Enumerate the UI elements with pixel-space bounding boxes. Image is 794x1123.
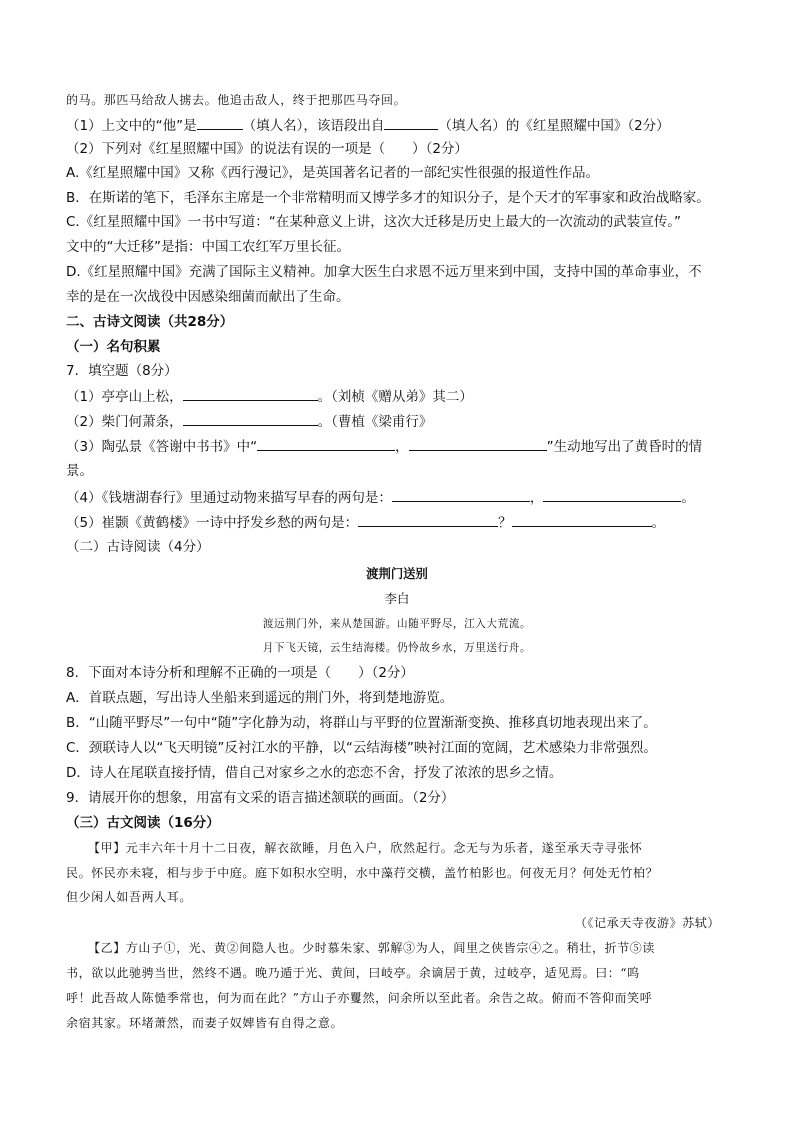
q7-item2-prompt: （2）柴门何萧条， — [66, 414, 183, 430]
q6-part1 — [66, 115, 670, 136]
subsection2-title: （二）古诗阅读（4分） — [66, 539, 210, 555]
q6-option-d-line1: D.《红星照耀中国》充满了国际主义精神。加拿大医生白求恩不远万里来到中国，支持中国的革命事业，不 — [66, 264, 702, 280]
q6-part1-c: （填人名）的《红星照耀中国》（2分） — [438, 118, 670, 134]
q7-item4-prompt: （4）《钱塘湖春行》里通过动物来描写早春的两句是： — [66, 490, 392, 506]
answer-blank[interactable] — [358, 512, 498, 527]
answer-blank[interactable] — [392, 487, 530, 502]
q7-item3-sep: ， — [395, 439, 409, 455]
poem-title: 渡荆门送别 — [366, 567, 428, 581]
q6-part1-b: （填人名），该语段出自 — [242, 118, 385, 134]
q7-item1-source: 。（刘桢《赠从弟》其二） — [317, 389, 473, 405]
q7-title: 7．填空题（8分） — [66, 363, 178, 379]
q6-option-b: B．在斯诺的笔下，毛泽东主席是一个非常精明而又博学多才的知识分子，是个天才的军事家和政治战略家。 — [66, 190, 710, 206]
q7-item3-cont: 景。 — [66, 463, 93, 479]
q7-item5-prompt: （5）崔颢《黄鹤楼》一诗中抒发乡愁的两句是： — [66, 515, 359, 531]
answer-blank[interactable] — [384, 115, 438, 130]
poem-line2: 月下飞天镜，云生结海楼。仍怜故乡水，万里送行舟。 — [262, 642, 532, 654]
answer-blank[interactable] — [409, 436, 547, 451]
q7-item3-prompt: （3）陶弘景《答谢中书书》中“ — [66, 439, 258, 455]
q6-option-c-line2: 文中的“大迁移”是指：中国工农红军万里长征。 — [66, 239, 350, 255]
q7-item1 — [66, 386, 473, 407]
q6-option-d-line2: 幸的是在一次战役中因感染细菌而献出了生命。 — [66, 289, 350, 305]
q7-item3 — [66, 436, 702, 457]
q7-item2-source: 。（曹植《梁甫行》 — [317, 414, 433, 430]
section2-title: 二、古诗文阅读（共28分） — [66, 314, 234, 330]
passage-yi-line4: 余宿其家。环堵萧然，而妻子奴婢皆有自得之意。 — [66, 1016, 344, 1030]
passage-yi-line2: 书，欲以此驰骋当世，然终不遇。晚乃遁于光、黄间，曰岐亭。余谪居于黄，过岐亭，适见焉。曰：“呜 — [66, 966, 640, 980]
subsection3-title: （三）古文阅读（16分） — [66, 815, 220, 831]
passage-jia-line2: 民。怀民亦未寝，相与步于中庭。庭下如积水空明，水中藻荇交横，盖竹柏影也。何夜无月？何处无竹柏？ — [66, 866, 659, 880]
q7-item5-sep: ？ — [498, 515, 512, 531]
poem-author: 李白 — [384, 592, 410, 606]
q7-item4 — [66, 487, 695, 508]
q8-option-a: A．首联点题，写出诗人坐船来到遥远的荆门外，将到楚地游览。 — [66, 690, 454, 706]
passage-jia-line1: 【甲】元丰六年十月十二日夜，解衣欲睡，月色入户，欣然起行。念无与为乐者，遂至承天寺寻张怀 — [88, 841, 643, 855]
q6-part2: （2）下列对《红星照耀中国》的说法有误的一项是（ ）（2分） — [66, 141, 468, 157]
passage-yi-line3: 呼！此吾故人陈慥季常也，何为而在此？”方山子亦矍然，问余所以至此者。余告之故。俯而不答仰而笑呼 — [66, 991, 653, 1005]
passage-yi-line1: 【乙】方山子①，光、黄②间隐人也。少时慕朱家、郭解③为人，闾里之侠皆宗④之。稍壮，折节⑤读 — [88, 941, 656, 955]
answer-blank[interactable] — [183, 411, 318, 426]
q9-stem: 9．请展开你的想象，用富有文采的语言描述颔联的画面。（2分） — [66, 790, 455, 806]
story-end-text: 的马。那匹马给敌人掳去。他追击敌人，终于把那匹马夺回。 — [66, 93, 407, 107]
q8-option-c: C．颈联诗人以“飞天明镜”反衬江水的平静，以“云结海楼”映衬江面的宽阔，艺术感染力非常强烈。 — [66, 740, 657, 756]
q6-option-c-line1: C.《红星照耀中国》一书中写道：“在某种意义上讲，这次大迁移是历史上最大的一次流动的武装宣传。” — [66, 214, 681, 230]
passage-jia-line3: 但少闲人如吾两人耳。 — [66, 890, 193, 904]
answer-blank[interactable] — [183, 386, 318, 401]
q7-item4-end: 。 — [681, 490, 695, 506]
q8-option-b: B．“山随平野尽”一句中“随”字化静为动，将群山与平野的位置渐渐变换、推移真切地表现出来了。 — [66, 715, 657, 731]
answer-blank[interactable] — [197, 115, 243, 130]
q7-item1-prompt: （1）亭亭山上松， — [66, 389, 183, 405]
poem-line1: 渡远荆门外，来从楚国游。山随平野尽，江入大荒流。 — [262, 618, 532, 630]
q6-part1-a: （1）上文中的“他”是 — [66, 118, 197, 134]
q7-item5-end: 。 — [651, 515, 666, 531]
answer-blank[interactable] — [512, 512, 652, 527]
q7-item4-sep: ， — [529, 490, 544, 506]
q8-option-d: D．诗人在尾联直接抒情，借自己对家乡之水的恋恋不舍，抒发了浓浓的思乡之情。 — [66, 765, 563, 781]
subsection1-title: （一）名句积累 — [66, 339, 161, 355]
passage-jia-source: （《记承天寺夜游》苏轼） — [574, 916, 720, 930]
answer-blank[interactable] — [257, 436, 395, 451]
answer-blank[interactable] — [543, 487, 681, 502]
q7-item2 — [66, 411, 432, 432]
q7-item3-tail: ”生动地写出了黄昏时的情 — [546, 439, 703, 455]
q6-option-a: A.《红星照耀中国》又称《西行漫记》，是英国著名记者的一部纪实性很强的报道性作品。 — [66, 165, 600, 181]
q7-item5 — [66, 512, 665, 533]
q8-stem: 8．下面对本诗分析和理解不正确的一项是（ ）（2分） — [66, 665, 414, 681]
